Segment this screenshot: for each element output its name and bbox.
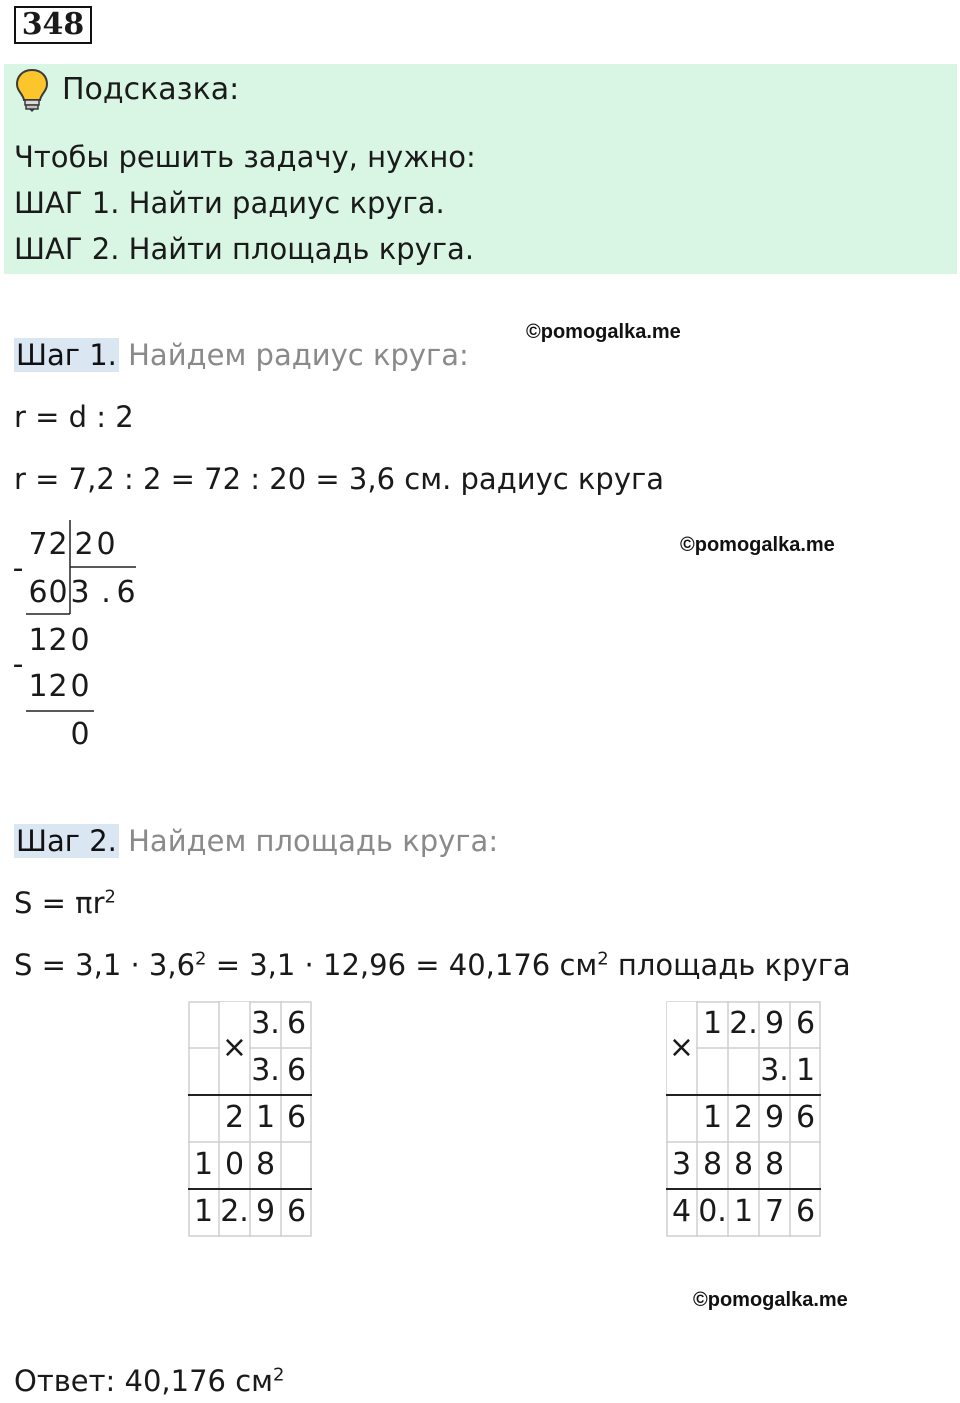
- subtrahend-digit: 0: [48, 575, 68, 610]
- grid-cell: 9: [255, 1194, 276, 1229]
- calc-part: площадь круга: [608, 948, 851, 982]
- step-2-title: Найдем площадь круга:: [118, 824, 499, 858]
- hint-title: Подсказка:: [62, 72, 240, 107]
- grid-cell: 8: [764, 1147, 785, 1182]
- grid-cell: 1: [702, 1100, 723, 1135]
- grid-cell: 8: [255, 1147, 276, 1182]
- step-1-heading: [14, 338, 469, 372]
- multiplication-grid-1: [188, 1001, 312, 1237]
- grid-cell: 1: [795, 1053, 816, 1088]
- formula-exponent: 2: [104, 886, 116, 908]
- hint-step-2: [14, 232, 474, 266]
- grid-cell: 2: [733, 1100, 754, 1135]
- quotient-digit: 6: [116, 575, 136, 610]
- remainder-digit: 1: [28, 623, 48, 658]
- grid-cell: 2: [224, 1100, 245, 1135]
- hint-intro: Чтобы решить задачу, нужно:: [14, 140, 476, 174]
- dividend-digit: 2: [48, 527, 68, 562]
- lightbulb-icon: [14, 68, 50, 112]
- grid-cell: 6: [795, 1100, 816, 1135]
- grid-cell: 7: [764, 1194, 785, 1229]
- subtrahend-digit: 0: [70, 669, 90, 704]
- answer-exponent: 2: [273, 1364, 285, 1386]
- grid-cell: 1: [193, 1147, 214, 1182]
- step-1-title: Найдем радиус круга:: [118, 338, 469, 372]
- multiply-sign: ×: [221, 1030, 248, 1065]
- grid-cell: 6: [795, 1194, 816, 1229]
- dividend-digit: 7: [28, 527, 48, 562]
- step-2-calc: [14, 948, 851, 982]
- grid-cell: 9: [764, 1006, 785, 1041]
- hint-step-1-text: Найти радиус круга.: [119, 186, 445, 220]
- grid-cell: 4: [671, 1194, 692, 1229]
- step-1-formula: r = d : 2: [14, 400, 134, 434]
- grid-cell: 6: [286, 1194, 307, 1229]
- hint-step-2-label: ШАГ 2.: [14, 232, 120, 266]
- grid-cell: 1: [193, 1194, 214, 1229]
- watermark: ©pomogalka.me: [680, 534, 835, 556]
- grid-cell: 1: [702, 1006, 723, 1041]
- step-1-label: Шаг 1.: [16, 338, 117, 372]
- final-remainder: 0: [70, 717, 90, 752]
- grid-cell: 6: [286, 1006, 307, 1041]
- grid-cell: 0: [224, 1147, 245, 1182]
- grid-cell: 2.: [220, 1194, 249, 1229]
- watermark: ©pomogalka.me: [693, 1289, 848, 1311]
- subtrahend-digit: 2: [48, 669, 68, 704]
- grid-cell: 6: [795, 1006, 816, 1041]
- quotient-digit: 3: [70, 575, 90, 610]
- watermark: ©pomogalka.me: [526, 321, 681, 343]
- grid-cell: 6: [286, 1100, 307, 1135]
- divisor-digit: 2: [74, 527, 94, 562]
- grid-cell: 3.: [251, 1006, 280, 1041]
- remainder-digit: 0: [70, 623, 90, 658]
- step-2-heading: [14, 824, 498, 858]
- grid-cell: 8: [733, 1147, 754, 1182]
- divisor-digit: 0: [96, 527, 116, 562]
- grid-cell: 8: [702, 1147, 723, 1182]
- step-2-formula: [14, 886, 116, 920]
- grid-cell: 6: [286, 1053, 307, 1088]
- multiplication-grid-2: [666, 1001, 821, 1237]
- quotient-point: .: [101, 575, 111, 610]
- calc-part: = 3,1 · 12,96 = 40,176 см: [206, 948, 598, 982]
- calc-exponent: 2: [195, 948, 207, 970]
- answer: [14, 1364, 284, 1398]
- answer-text: Ответ: 40,176 см: [14, 1364, 274, 1398]
- grid-cell: 2.: [729, 1006, 758, 1041]
- grid-cell: 1: [733, 1194, 754, 1229]
- grid-cell: 1: [255, 1100, 276, 1135]
- problem-number: 348: [14, 6, 92, 44]
- minus-sign: -: [12, 647, 24, 682]
- subtrahend-digit: 6: [28, 575, 48, 610]
- grid-cell: 9: [764, 1100, 785, 1135]
- remainder-digit: 2: [48, 623, 68, 658]
- grid-cell: 0.: [698, 1194, 727, 1229]
- grid-cell: 3.: [251, 1053, 280, 1088]
- minus-sign: -: [12, 551, 24, 586]
- formula-base: S = πr: [14, 886, 105, 920]
- step-1-calc: r = 7,2 : 2 = 72 : 20 = 3,6 см. радиус круга: [14, 462, 665, 496]
- calc-part: S = 3,1 · 3,6: [14, 948, 196, 982]
- calc-exponent: 2: [597, 948, 609, 970]
- hint-step-1: [14, 186, 445, 220]
- subtrahend-digit: 1: [28, 669, 48, 704]
- grid-cell: 3: [671, 1147, 692, 1182]
- hint-step-2-text: Найти площадь круга.: [119, 232, 475, 266]
- multiply-sign: ×: [668, 1030, 695, 1065]
- step-2-label: Шаг 2.: [16, 824, 117, 858]
- grid-cell: 3.: [760, 1053, 789, 1088]
- hint-step-1-label: ШАГ 1.: [14, 186, 120, 220]
